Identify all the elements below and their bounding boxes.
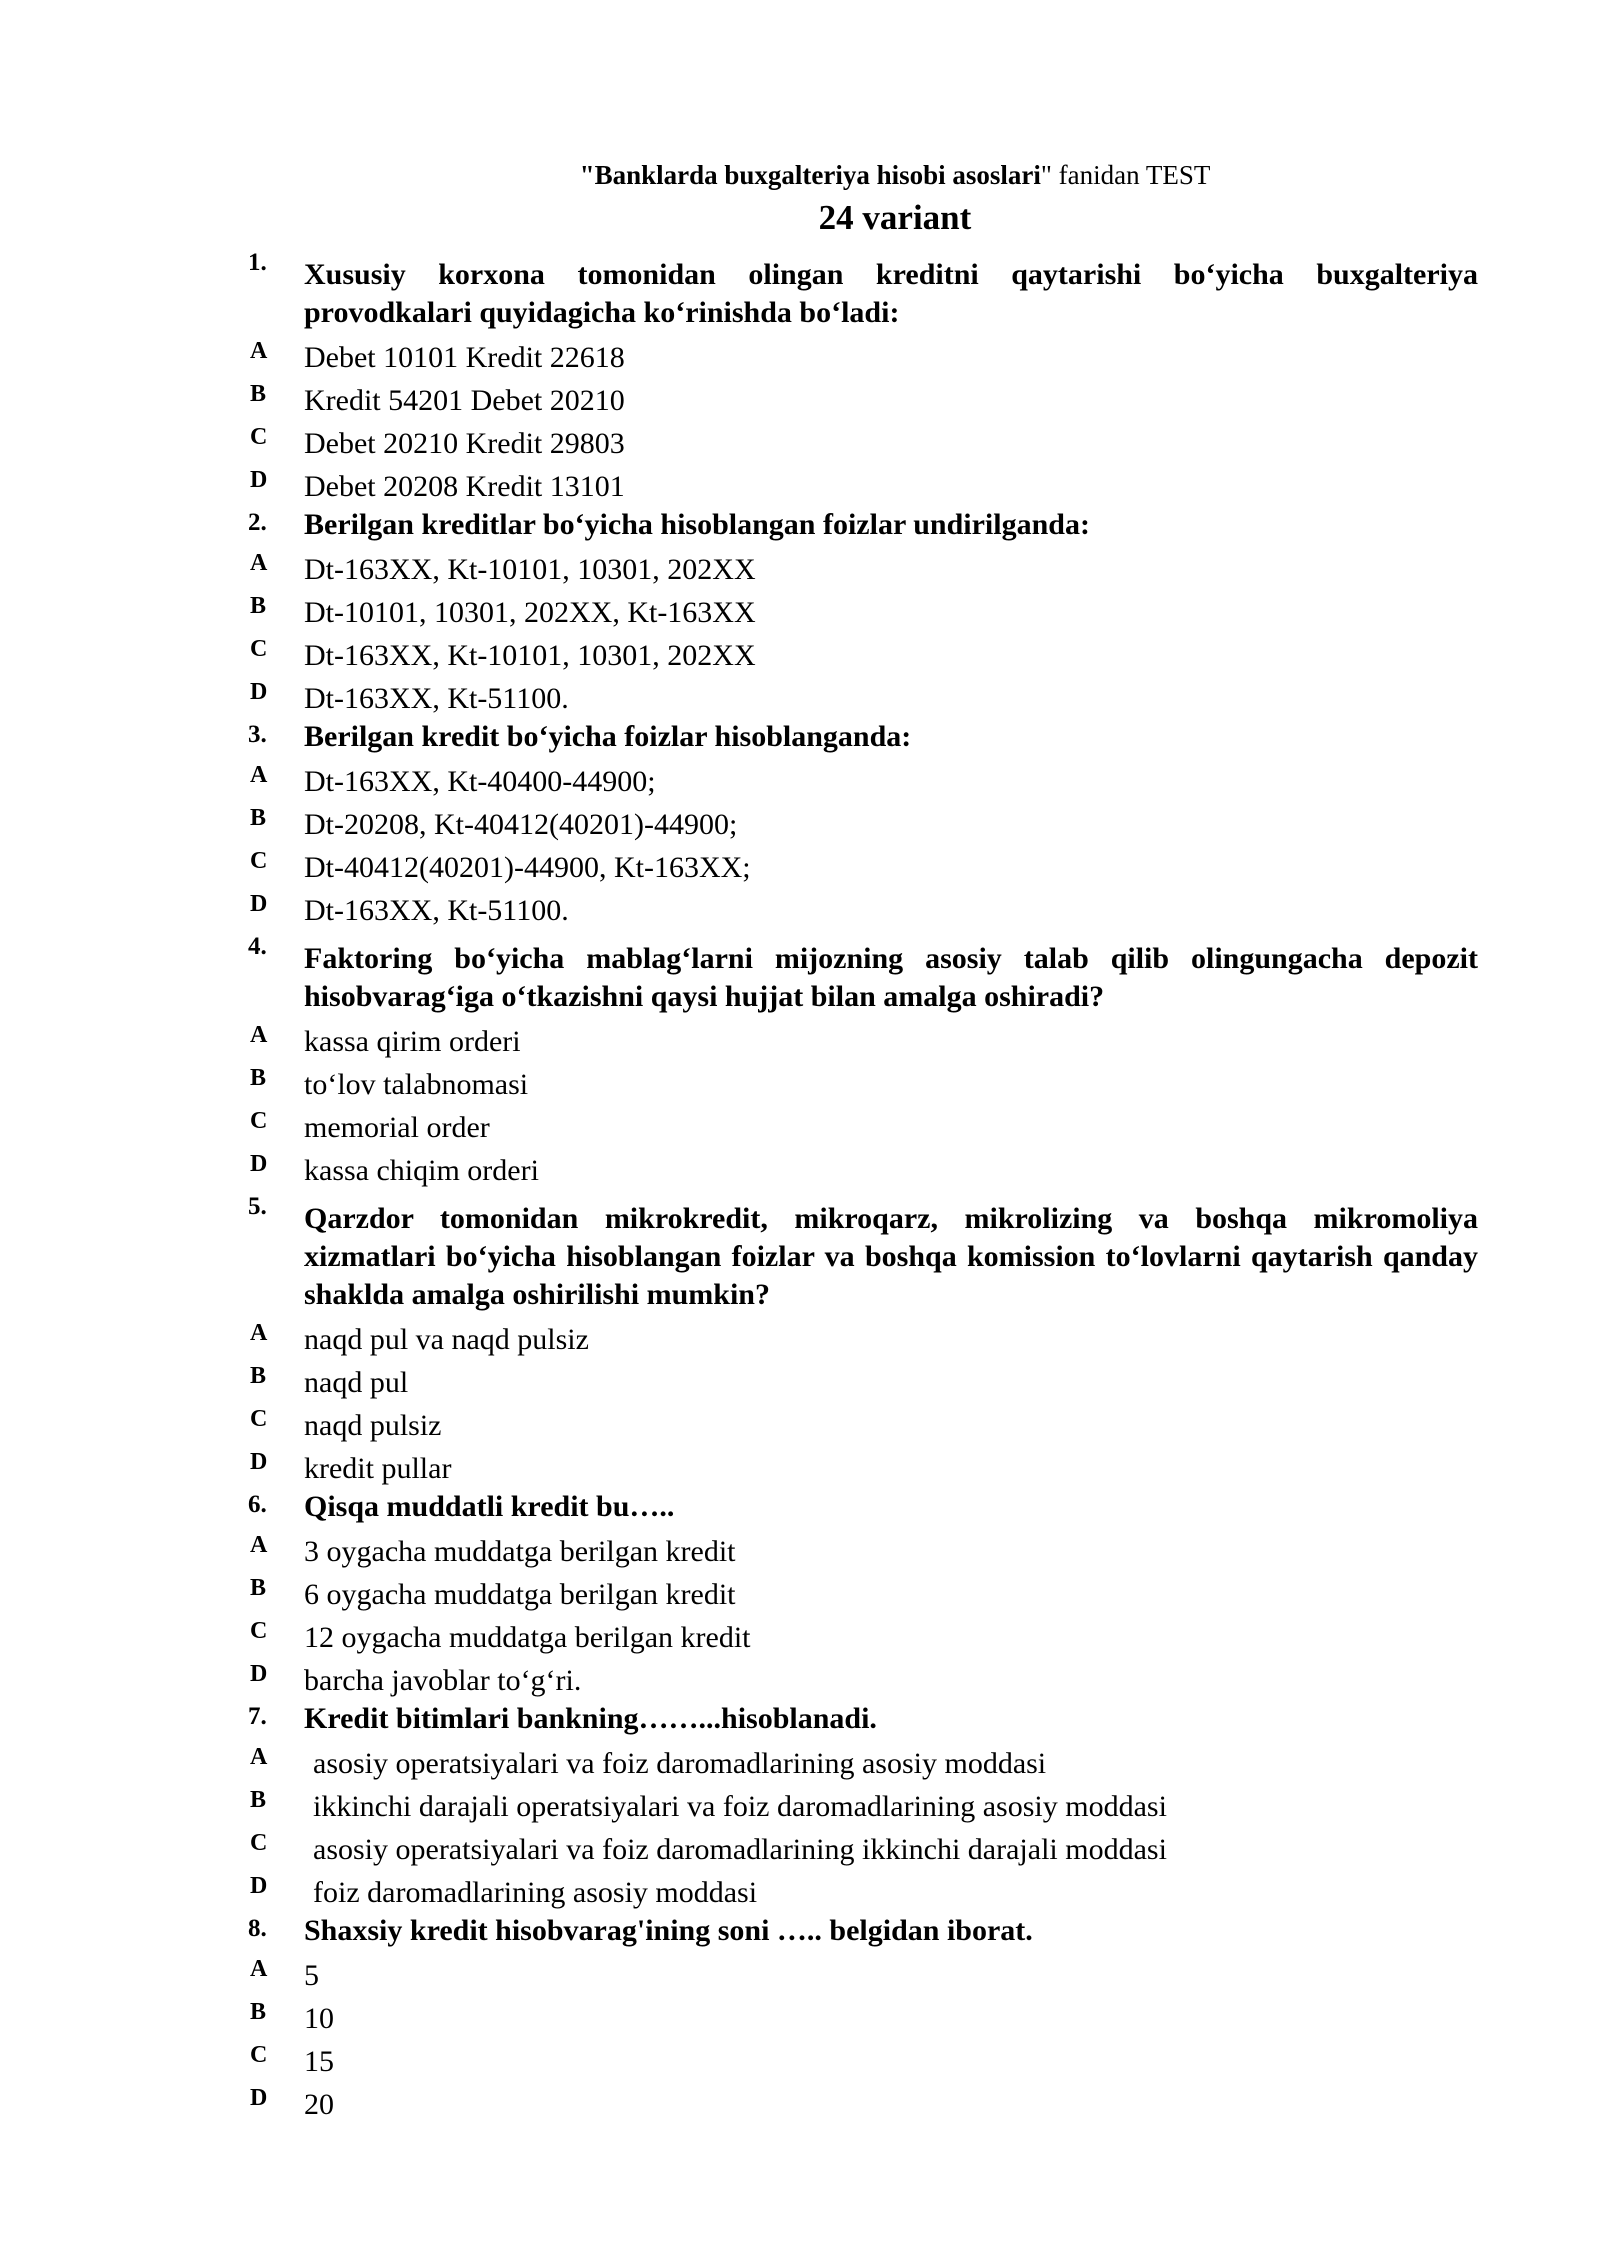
option-text: 10	[304, 2002, 334, 2035]
answer-option	[0, 801, 1600, 844]
option-text: Dt-20208, Kt-40412(40201)-44900;	[304, 808, 738, 841]
answer-option	[0, 675, 1600, 718]
option-text: Dt-163XX, Kt-10101, 10301, 202XX	[304, 639, 756, 672]
question-text: Kredit bitimlari bankning……...hisoblanadi.	[304, 1702, 877, 1735]
answer-option	[0, 420, 1600, 463]
answer-option	[0, 1995, 1600, 2038]
answer-option	[0, 1952, 1600, 1995]
option-letter: D	[250, 1151, 268, 1177]
option-text: 15	[304, 2045, 334, 2078]
option-text: kassa qirim orderi	[304, 1025, 521, 1058]
option-letter: B	[250, 381, 267, 407]
answer-option	[0, 1869, 1600, 1912]
option-text: ikkinchi darajali operatsiyalari va foiz daromadlarining asosiy moddasi	[313, 1790, 1167, 1823]
option-text: Debet 20208 Kredit 13101	[304, 470, 625, 503]
document-title	[0, 158, 1600, 192]
question-number: 4.	[248, 933, 267, 960]
option-letter: D	[250, 1449, 268, 1475]
option-letter: B	[250, 1999, 267, 2025]
question-row	[0, 1190, 1600, 1314]
option-letter: C	[250, 1406, 268, 1432]
option-text: Dt-163XX, Kt-10101, 10301, 202XX	[304, 553, 756, 586]
question-row	[0, 930, 1600, 1016]
answer-option	[0, 1061, 1600, 1104]
answer-option	[0, 1147, 1600, 1190]
option-text: Dt-40412(40201)-44900, Kt-163XX;	[304, 851, 751, 884]
option-letter: A	[250, 1744, 268, 1770]
answer-option	[0, 1104, 1600, 1147]
option-text: Dt-10101, 10301, 202XX, Kt-163XX	[304, 596, 756, 629]
option-letter: B	[250, 1065, 267, 1091]
option-text: asosiy operatsiyalari va foiz daromadlarining ikkinchi darajali moddasi	[313, 1833, 1167, 1866]
option-text: kredit pullar	[304, 1452, 452, 1485]
option-letter: B	[250, 1363, 267, 1389]
option-letter: B	[250, 1787, 267, 1813]
option-letter: B	[250, 805, 267, 831]
option-text: to‘lov talabnomasi	[304, 1068, 529, 1101]
option-text: 12 oygacha muddatga berilgan kredit	[304, 1621, 751, 1654]
option-letter: A	[250, 1532, 268, 1558]
option-text: Debet 10101 Kredit 22618	[304, 341, 625, 374]
question-row	[0, 1912, 1600, 1950]
answer-option	[0, 2081, 1600, 2124]
option-text: Kredit 54201 Debet 20210	[304, 384, 625, 417]
answer-option	[0, 1445, 1600, 1488]
answer-option	[0, 334, 1600, 377]
option-text: 20	[304, 2088, 334, 2121]
option-text: 5	[304, 1959, 319, 1992]
answer-option	[0, 1826, 1600, 1869]
option-text: Debet 20210 Kredit 29803	[304, 427, 625, 460]
question-text: Shaxsiy kredit hisobvarag'ining soni ….. belgidan iborat.	[304, 1914, 1033, 1947]
option-letter: C	[250, 1830, 268, 1856]
question-row	[0, 718, 1600, 756]
question-text: Faktoring bo‘yicha mablag‘larni mijozning asosiy talab qilib olingungacha depozit hisobvarag‘iga o‘tkazishni qaysi hujjat bilan amalga oshiradi?	[304, 942, 1478, 1013]
answer-option	[0, 1783, 1600, 1826]
question-text: Xususiy korxona tomonidan olingan kreditni qaytarishi bo‘yicha buxgalteriya provodkalari quyidagicha ko‘rinishda bo‘ladi:	[304, 258, 1478, 329]
question-number: 2.	[248, 509, 267, 536]
option-letter: A	[250, 762, 268, 788]
option-text: kassa chiqim orderi	[304, 1154, 539, 1187]
option-letter: D	[250, 1661, 268, 1687]
option-letter: C	[250, 424, 268, 450]
answer-option	[0, 1740, 1600, 1783]
variant-label: 24 variant	[818, 198, 972, 237]
question-text: Berilgan kredit bo‘yicha foizlar hisoblanganda:	[304, 720, 912, 753]
question-number: 6.	[248, 1491, 267, 1518]
question-text: Qisqa muddatli kredit bu…..	[304, 1490, 675, 1523]
answer-option	[0, 1614, 1600, 1657]
option-text: 3 oygacha muddatga berilgan kredit	[304, 1535, 736, 1568]
option-letter: A	[250, 1956, 268, 1982]
question-list	[0, 246, 1600, 2124]
option-letter: C	[250, 2042, 268, 2068]
answer-option	[0, 1528, 1600, 1571]
option-text: naqd pul va naqd pulsiz	[304, 1323, 589, 1356]
question-text: Qarzdor tomonidan mikrokredit, mikroqarz, mikrolizing va boshqa mikromoliya xizmatlari bo‘yicha hisoblangan foizlar va boshqa komission to‘lovlarni qaytarish qanday shaklda amalga oshirilishi mumkin?	[304, 1202, 1478, 1311]
answer-option	[0, 758, 1600, 801]
question-number: 8.	[248, 1915, 267, 1942]
answer-option	[0, 1571, 1600, 1614]
option-letter: D	[250, 679, 268, 705]
option-letter: B	[250, 593, 267, 619]
question-number: 1.	[248, 249, 267, 276]
option-text: foiz daromadlarining asosiy moddasi	[313, 1876, 758, 1909]
option-letter: D	[250, 2085, 268, 2111]
question-row	[0, 1488, 1600, 1526]
option-letter: D	[250, 467, 268, 493]
answer-option	[0, 632, 1600, 675]
option-letter: C	[250, 636, 268, 662]
option-letter: C	[250, 1618, 268, 1644]
answer-option	[0, 1402, 1600, 1445]
answer-option	[0, 463, 1600, 506]
answer-option	[0, 887, 1600, 930]
question-number: 7.	[248, 1703, 267, 1730]
option-letter: A	[250, 338, 268, 364]
option-text: 6 oygacha muddatga berilgan kredit	[304, 1578, 736, 1611]
question-text: Berilgan kreditlar bo‘yicha hisoblangan foizlar undirilganda:	[304, 508, 1090, 541]
option-letter: A	[250, 550, 268, 576]
answer-option	[0, 1316, 1600, 1359]
option-letter: A	[250, 1022, 268, 1048]
option-letter: D	[250, 891, 268, 917]
answer-option	[0, 1657, 1600, 1700]
option-text: Dt-163XX, Kt-51100.	[304, 682, 569, 715]
option-letter: B	[250, 1575, 267, 1601]
answer-option	[0, 377, 1600, 420]
option-letter: A	[250, 1320, 268, 1346]
question-row	[0, 246, 1600, 332]
option-text: memorial order	[304, 1111, 490, 1144]
option-letter: D	[250, 1873, 268, 1899]
question-number: 5.	[248, 1193, 267, 1220]
question-row	[0, 506, 1600, 544]
option-text: naqd pulsiz	[304, 1409, 442, 1442]
option-text: barcha javoblar to‘g‘ri.	[304, 1664, 582, 1697]
question-row	[0, 1700, 1600, 1738]
option-text: naqd pul	[304, 1366, 409, 1399]
answer-option	[0, 2038, 1600, 2081]
option-letter: C	[250, 848, 268, 874]
answer-option	[0, 1359, 1600, 1402]
option-letter: C	[250, 1108, 268, 1134]
option-text: Dt-163XX, Kt-51100.	[304, 894, 569, 927]
answer-option	[0, 1018, 1600, 1061]
question-number: 3.	[248, 721, 267, 748]
subject-name: "Banklarda buxgalteriya hisobi asoslari	[579, 160, 1041, 190]
title-suffix: " fanidan TEST	[1040, 160, 1211, 190]
answer-option	[0, 546, 1600, 589]
answer-option	[0, 844, 1600, 887]
option-text: Dt-163XX, Kt-40400-44900;	[304, 765, 656, 798]
answer-option	[0, 589, 1600, 632]
option-text: asosiy operatsiyalari va foiz daromadlarining asosiy moddasi	[313, 1747, 1047, 1780]
